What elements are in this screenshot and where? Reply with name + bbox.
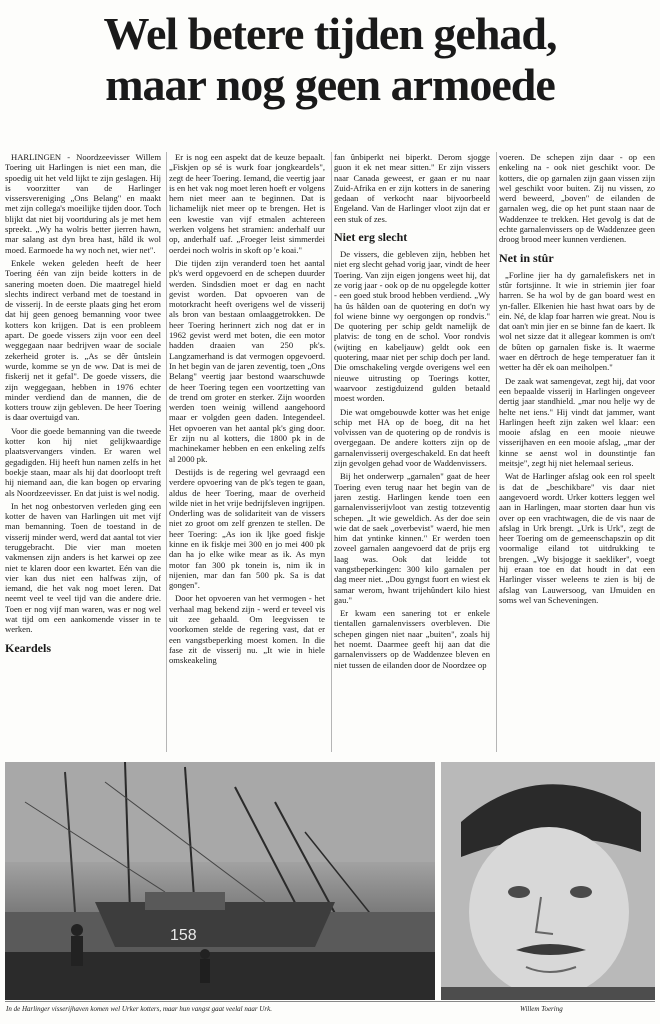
article-paragraph: Destijds is de regering wel gevraagd een verdere opvoering van de pk's tegen te gaan, aldus de heer Toering, maar de overheid wilde niet in het vrije bedrijfsleven ingrijpen. Onderling was de solidariteit van de vissers niet zo groot om zelf grenzen te stellen. De heer Toering: „As ion ik ljke goed fiskje kinne en ik fiskje mei 300 en jo mei 400 pk dan ha jo elke wike mear as ik. As myn motor fan 300 pk tonein is, nim ik in nijenien, mar dan fan 500 pk. Sa is dat gongen". (169, 466, 325, 591)
hull-number: 158 (170, 927, 197, 944)
article-paragraph: voeren. De schepen zijn daar - op een enkeling na - ook niet geschikt voor. De kotters, die op garnalen zijn gaan vissen zijn wel geschikt voor buiten. Zij nu vissen, zo werd beweerd, „boven" de eilanden de garnalen weg, die op het punt staan naar de Waddenzee te trekken. Het gevolg is dat de echte garnalenvissers op de Waddenzee geen droog brood meer kunnen verdienen. (499, 152, 655, 245)
column-rule (331, 152, 332, 752)
photo-strip (5, 762, 655, 1000)
headline-line-1: Wel betere tijden gehad, (103, 8, 557, 59)
headline (0, 8, 660, 110)
article-columns (5, 152, 655, 760)
portrait-illustration (441, 762, 655, 1000)
column-rule (166, 152, 167, 752)
article-paragraph: Die tijden zijn veranderd toen het aantal pk's werd opgevoerd en de schepen duurder werden. Sindsdien moet er dag en nacht gevist worden. Dat opvoeren van de motorkracht heeft overigens wel de visserij als bron van bestaan omlaaggetrokken. De heer Toering herinnert zich nog dat er in 1962 gevist werd met boten, die een motor hadden draaien van 250 pk's. Langzamerhand is dat vermogen opgevoerd. In het begin van de jaren zeventig, toen „Ons Belang" veertig jaar bestond waarschuwde de heer Toering tegen een voortzetting van de trend om groter en sterker. Zijn woorden werden toen weinig willend aangehoord maar er volgden geen daden. Integendeel. Het opvoeren van het aantal pk's ging door. Er zijn nu al kotters, die 1800 pk in de machinekamer hebben en een enkeling zelfs al 2000 pk. (169, 257, 325, 464)
article-paragraph: Er is nog een aspekt dat de keuze bepaalt. „Fiskjen op sé is wurk foar jongkeardels", zegt de heer Toering. Iemand, die veertig jaar is en het vak nog moet leren hoeft er volgens hem niet meer aan te beginnen. Dat is lichamelijk niet meer op te brengen. Het is een kwestie van vijf etmalen achtereen werken volgens het stramien: anderhalf uur op, anderhalf uaf. „Froeger leist simmerdei oerdei noch wolris in skoft op 'e koai." (169, 152, 325, 255)
article-paragraph: HARLINGEN - Noordzeevisser Willem Toering uit Harlingen is niet een man, die spoedig uit het veld lijkt te zijn geslagen. Hij is voorzitter van de Harlinger vissersvereniging „Ons Belang" en maakt met zijn collega's moeilijke tijden door. Toch blijkt dat niet bij voortduring als je met hem spreekt. „Wy ha wolris better jierren hawn, mar salang ast dyn brea hast, hâld ik wol moed. Earmoede ha wy noch net, wier net". (5, 152, 161, 255)
article-paragraph: Door het opvoeren van het vermogen - het verhaal mag bekend zijn - werd er teveel vis uit zee gehaald. Om leegvissen te voorkomen stelde de regering vast, dat er een vangstbeperking moest komen. In die fase zit de visserij nu. „It wie in hiele omskeakeling (169, 593, 325, 666)
article-paragraph: De zaak wat samengevat, zegt hij, dat voor een bepaalde visserij in Harlingen ongeveer dertig jaar standhield. „mar nou helje wy de helte net iens." Hij vindt dat jammer, want Harlingen heeft zijn zaken wel klaar: een mooie afslag en een mooie nieuwe visserijhaven en een mooie afslag, „mar der kinne se aenst wol in dounstintje fan meitsje", zegt hij niet helemaal serieus. (499, 375, 655, 469)
article-paragraph: De vissers, die gebleven zijn, hebben het niet erg slecht gehad vorig jaar, vindt de heer Toering. Van zijn eigen jongens weet hij, dat ze vorig jaar - ook op de nu opgelegde kotter - een goed stuk brood hebben verdiend. „Wy ha ûs hâlden oan de quotering en dot'n wy fol wiene binne wy oergongen op rondvis." De quotering per schip geldt namelijk de platvis: de tong en de schol. Voor rondvis (wijting en kabeljauw) geldt ook een quotering, maar niet per schip doch per land. Die omschakeling vergde overigens wel een nieuwe uitrusting op Toerings kotter, waarvoor zestigduizend gulden betaald moest worden. (334, 249, 490, 404)
portrait-photo-caption: Willem Toering (520, 1005, 563, 1013)
harbour-illustration (5, 762, 435, 1000)
article-paragraph: Wat de Harlinger afslag ook een rol speelt is dat de „beschikbare" vis daar niet aangevoerd wordt. Urker kotters leggen wel aan in Harlingen, maar storten daar hun vis over op een vrachtwagen, die de vis naar de afslag in Urk brengt. „Urk is Urk", zegt de heer Toering om de gemeenschapszin op dit voormalige eiland tot uitdrukking te brengen. „Wy bisjogge it saekliker", voegt hij eraan toe en dat houdt in dat een Harlinger visser weleens te zien is bij de afslag van Lauwersoog, van IJmuiden en soms wel van Scheveningen. (499, 471, 655, 605)
harbour-photo (5, 762, 435, 1000)
article-paragraph: Bij het onderwerp „garnalen" gaat de heer Toering even terug naar het begin van de jaren zestig. Harlingen kende toen een garnalenvisserijvloot van zestig totzeventig schepen. „It wie geweldich. As der doe sein wie dat de saek „overbevist" waerd, hie men him dat yntinke kinnen." Er werden toen zoveel garnalen aangevoerd dat de prijs erg laag was. Ook dat leidde tot vangstbeperkingen: 300 kilo garnalen per dag meer niet. „Dou gyngst fuort en wiest ek samar werom, hwant trijehûndert kilo hiest gau." (334, 471, 490, 605)
section-subheading: Niet erg slecht (334, 230, 408, 245)
caption-rule (5, 1001, 655, 1002)
article-column-2 (169, 152, 325, 760)
article-column-1 (5, 152, 161, 760)
section-subheading: Keardels (5, 640, 51, 655)
column-rule (496, 152, 497, 752)
article-paragraph: Er kwam een sanering tot er enkele tientallen garnalenvissers overbleven. Die schepen gingen niet naar „buiten", zoals hij het noemt. Daarmee geeft hij aan dat die garnalenvissers op de Waddenzee bleven en niet tussen de eilanden door de Noordzee op (334, 608, 490, 670)
article-paragraph: Enkele weken geleden heeft de heer Toering één van zijn beide kotters in de sanering moeten doen. Die maatregel hield slechts indirect verband met de toestand in de visserij. In de eerste plaats ging het erom dat hij geen genoeg bemanning voor twee kotters kon krijgen. Dat is een probleem apart. De goede vissers zijn voor een deel weggegaan naar bedrijven waar de sociale zekerheid groter is. „As se dêr ûntslein wurde, komme se yn de ww. Dat is mei de fiskerij net it gefal". De goede vissers, die zijn weggegaan, hebben in 1976 echter minder verdiend dan de mannen, die de kotters trouw zijn gebleven. De heer Toering is daar overtuigd van. (5, 257, 161, 423)
article-paragraph: fan ûnbiperkt nei biperkt. Derom sjogge guon it ek net mear sitten." Er zijn vissers naar Canada geweest, er gaan er nu naar Zuid-Afrika en er zijn kotters in de sanering gedaan of verkocht naar bijvoorbeeld Engeland. Van de Harlinger vloot zijn dat er een stuk of zes. (334, 152, 490, 224)
article-paragraph: „Forline jier ha dy garnalefiskers net in stûr fortsjinne. It wie in striemin jier foar harren. Se ha wol by de gan board west en yn-faller. Elkenien hie hast hwat oars by de ein. Né, de klap foar harren wie great. Nou is dat oan't min jier en se binne fan de kaert. Ik wol net sizze dat it allegear kommen is om't de bûten op garnalen fiske is. It waerme waer en dêrtroch de hege temperatuer fan it wetter ha dêr ek oan meiholpen." (499, 269, 655, 373)
portrait-photo (441, 762, 655, 1000)
article-column-3 (334, 152, 490, 760)
headline-line-2: maar nog geen armoede (105, 59, 555, 110)
article-paragraph: In het nog onbestorven verleden ging een kotter de haven van Harlingen uit met vijf man bemanning. Toen de toestand in de visserij minder werd, werd dat aantal tot vier teruggebracht. Die vier man moeten vakmensen zijn anders is het karwei op zee niet te klaren door een kwartet. Eén van die vier kan dus niet een halfwas zijn, of iemand, die het vak nog moet leren. Dat neemt veel te veel tijd van die andere drie. Toen er nog vijf man waren, was er nog wel wat tijd om een aankomende visser in te werken. (5, 500, 161, 635)
article-paragraph: Die wat omgebouwde kotter was het enige schip met HA op de boeg, dit na het volvissen van de quotering op de rondvis is overgegaan. De andere kotters zijn op de garnalenvisserij overgeschakeld. En dat heeft zijn gevolgen gehad voor de Waddenvissers. (334, 406, 490, 469)
article-paragraph: Voor die goede bemanning van die tweede kotter kon hij niet gelijkwaardige plaatsvervangers vinden. Er waren wel gegadigden. Hij heeft hun namen zelfs in het boekje staan, maar als hij dat doorloopt treft hij niemand aan, die kan bogen op ervaring als Noordzeevisser. En dat juist is wel nodig. (5, 425, 161, 498)
article-column-4 (499, 152, 655, 760)
harbour-photo-caption: In de Harlinger visserijhaven komen wel Urker kotters, maar hun vangst gaat veelal naar Urk. (6, 1005, 272, 1013)
section-subheading: Net in stûr (499, 250, 554, 265)
